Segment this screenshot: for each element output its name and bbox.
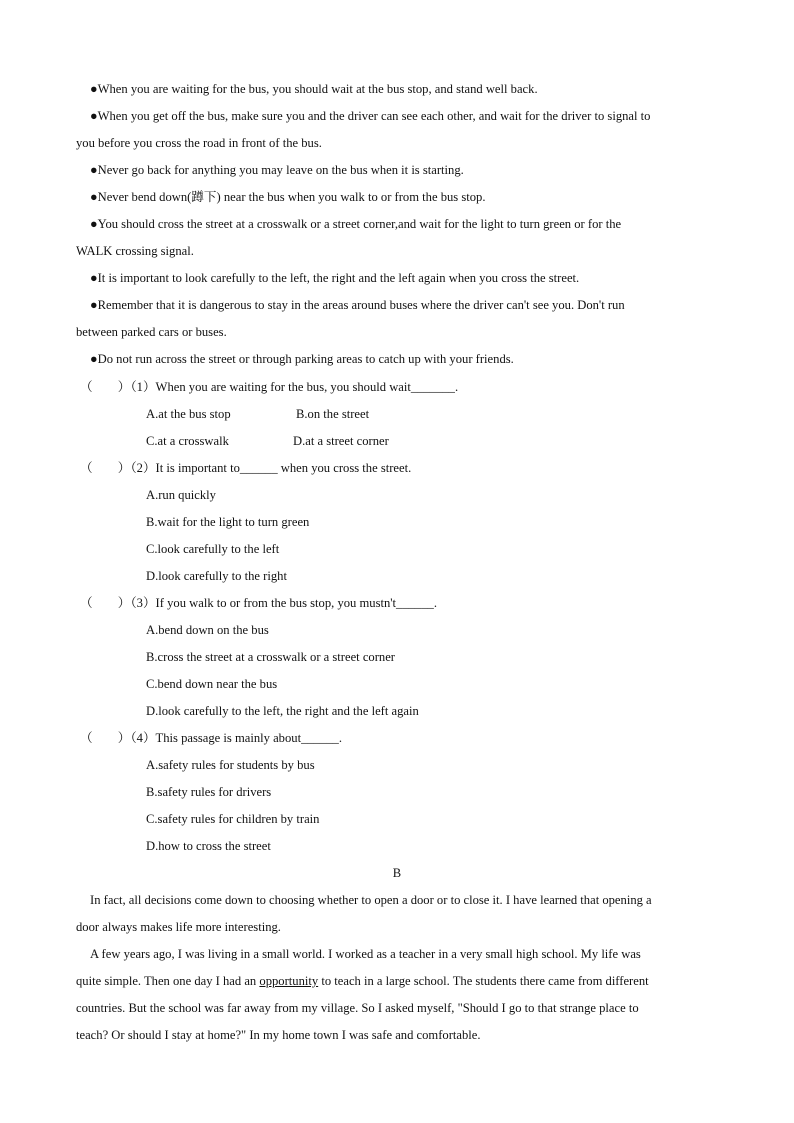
question-4-option-d: D.how to cross the street [146, 839, 271, 853]
passage-b-p2-line2-pre: quite simple. Then one day I had an [76, 974, 260, 988]
bullet-get-off-bus-cont: you before you cross the road in front of the bus. [76, 136, 322, 150]
question-3-option-b: B.cross the street at a crosswalk or a street corner [146, 650, 395, 664]
question-2-option-c: C.look carefully to the left [146, 542, 280, 556]
passage-b-p2-line2-post: to teach in a large school. The students there came from different [318, 974, 649, 988]
bullet-cross-crosswalk-cont: WALK crossing signal. [76, 244, 194, 258]
bullet-cross-crosswalk: ●You should cross the street at a crosswalk or a street corner,and wait for the light to turn green or for the [90, 217, 622, 231]
bullet-look-carefully: ●It is important to look carefully to the left, the right and the left again when you cross the street. [90, 271, 580, 285]
passage-b-p2-line1: A few years ago, I was living in a small world. I worked as a teacher in a very small high school. My life was [90, 947, 641, 961]
question-3-option-a: A.bend down on the bus [146, 623, 269, 637]
passage-b-heading: B [392, 866, 402, 880]
question-4-option-b: B.safety rules for drivers [146, 785, 272, 799]
question-2-option-d: D.look carefully to the right [146, 569, 287, 583]
question-1-option-a: A.at the bus stop [146, 407, 231, 421]
question-3-option-d: D.look carefully to the left, the right and the left again [146, 704, 419, 718]
question-4-stem: （ ）（4）This passage is mainly about______. [80, 731, 342, 745]
bullet-never-bend-down: ●Never bend down(蹲下) near the bus when you walk to or from the bus stop. [90, 190, 486, 204]
question-1-stem: （ ）（1）When you are waiting for the bus, you should wait_______. [80, 380, 459, 394]
question-2-stem: （ ）（2）It is important to______ when you cross the street. [80, 461, 412, 475]
question-3-stem: （ ）（3）If you walk to or from the bus stop, you mustn't______. [80, 596, 437, 610]
bullet-get-off-bus: ●When you get off the bus, make sure you and the driver can see each other, and wait for the driver to signal to [90, 109, 651, 123]
question-3-option-c: C.bend down near the bus [146, 677, 278, 691]
bullet-wait-bus-stop: ●When you are waiting for the bus, you should wait at the bus stop, and stand well back. [90, 82, 538, 96]
question-2-option-a: A.run quickly [146, 488, 216, 502]
passage-b-p1-line1: In fact, all decisions come down to choosing whether to open a door or to close it. I have learned that opening a [90, 893, 652, 907]
underlined-word-opportunity: opportunity [259, 974, 319, 988]
question-1-option-c: C.at a crosswalk [146, 434, 229, 448]
passage-b-p1-line2: door always makes life more interesting. [76, 920, 281, 934]
bullet-never-go-back: ●Never go back for anything you may leave on the bus when it is starting. [90, 163, 464, 177]
bullet-dangerous-areas: ●Remember that it is dangerous to stay in the areas around buses where the driver can't see you. Don't run [90, 298, 625, 312]
question-2-option-b: B.wait for the light to turn green [146, 515, 310, 529]
bullet-dangerous-areas-cont: between parked cars or buses. [76, 325, 227, 339]
passage-b-p2-line3: countries. But the school was far away from my village. So I asked myself, "Should I go to that strange place to [76, 1001, 639, 1015]
question-1-option-b: B.on the street [296, 407, 370, 421]
question-4-option-c: C.safety rules for children by train [146, 812, 320, 826]
question-1-option-d: D.at a street corner [293, 434, 389, 448]
passage-b-p2-line2 [76, 973, 649, 989]
passage-b-p2-line4: teach? Or should I stay at home?" In my home town I was safe and comfortable. [76, 1028, 481, 1042]
question-4-option-a: A.safety rules for students by bus [146, 758, 315, 772]
bullet-do-not-run: ●Do not run across the street or through parking areas to catch up with your friends. [90, 352, 514, 366]
